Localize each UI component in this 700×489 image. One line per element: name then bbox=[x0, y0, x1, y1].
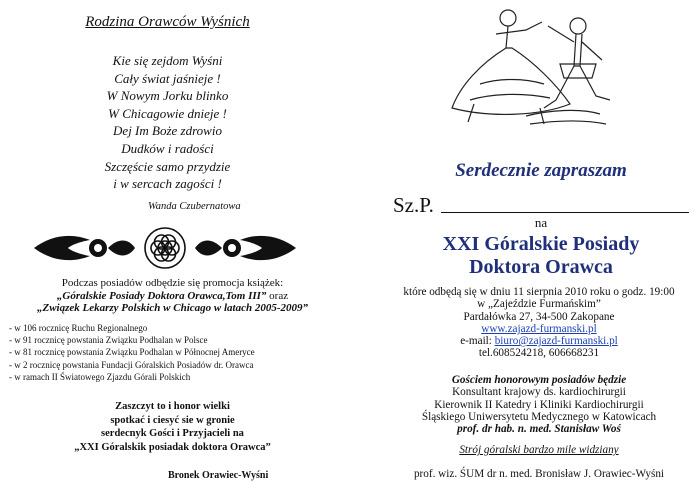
poem-line: Cały świat jaśnieje ! bbox=[114, 70, 221, 86]
poem-line: W Nowym Jorku blinko bbox=[106, 88, 229, 104]
dress-code: Strój góralski bardzo mile widziany bbox=[459, 444, 619, 456]
email-label: e-mail: bbox=[460, 335, 495, 348]
promo-books-line bbox=[0, 290, 345, 303]
guest-heading: Gościem honorowym posiadów będzie bbox=[451, 374, 627, 386]
guest-role: Konsultant krajowy ds. kardiochirurgii bbox=[452, 386, 626, 399]
poem bbox=[0, 52, 335, 193]
email-link[interactable]: biuro@zajazd-furmanski.pl bbox=[494, 335, 618, 348]
closing-line: Zaszczyt to i honor wielki bbox=[115, 401, 230, 412]
poem-author: Wanda Czubernatowa bbox=[148, 201, 241, 212]
na-label: na bbox=[534, 215, 548, 230]
venue-quote: ” bbox=[595, 298, 601, 311]
promo-book-2: „Związek Lekarzy Polskich w Chicago w latach 2005-2009” bbox=[36, 302, 309, 314]
poem-line: Kie się zejdom Wyśni bbox=[112, 53, 223, 68]
anniversary-list bbox=[9, 322, 255, 383]
closing-line: spotkać i ciesyć sie w gronie bbox=[110, 414, 235, 426]
poem-line: Dudków i radości bbox=[121, 140, 214, 156]
recipient-name-field bbox=[441, 212, 689, 213]
list-item: - w 2 rocznicę powstania Fundacji Góralskich Posiadów dr. Orawca bbox=[9, 359, 254, 370]
venue-name: w „Zajeździe Furmańskim bbox=[477, 298, 596, 311]
organizer-name: prof. wiz. ŚUM dr n. med. Bronisław J. Orawiec-Wyśni bbox=[413, 468, 665, 480]
poem-line: i w sercach zagości ! bbox=[113, 176, 222, 192]
poem-line: W Chicagowie dnieje ! bbox=[108, 105, 227, 121]
event-title-line-2: Doktora Orawca bbox=[469, 256, 613, 278]
recipient-label: Sz.P. bbox=[393, 193, 434, 217]
event-details bbox=[378, 286, 700, 360]
poem-line: Szczęście samo przydzie bbox=[104, 158, 231, 174]
guest-of-honor bbox=[378, 374, 700, 435]
closing-line: serdecnyk Gości i Przyjacieli na bbox=[101, 428, 244, 439]
event-title-line-1: XXI Góralskie Posiady bbox=[442, 233, 640, 255]
guest-role: Kierownik II Katedry i Kliniki Kardiochirurgii bbox=[434, 398, 644, 411]
promo-and: oraz bbox=[266, 289, 289, 302]
list-item: - w 91 rocznicę powstania Związku Podhalan w Polsce bbox=[9, 335, 208, 346]
left-title: Rodzina Orawców Wyśnich bbox=[85, 14, 250, 30]
event-date: które odbędą się w dniu 11 sierpnia 2010 roku o godz. 19:00 bbox=[403, 286, 675, 298]
guest-role: Śląskiego Uniwersytetu Medycznego w Katowicach bbox=[421, 410, 657, 423]
event-address: Pardałówka 27, 34-500 Zakopane bbox=[463, 310, 615, 323]
guest-name: prof. dr hab. n. med. Stanisław Woś bbox=[457, 423, 621, 436]
event-venue bbox=[378, 298, 700, 310]
closing-line: „XXI Góralskik posiadak doktora Orawca” bbox=[74, 441, 271, 453]
signature: Bronek Orawiec-Wyśni bbox=[168, 470, 269, 481]
invite-heading: Serdecznie zapraszam bbox=[455, 160, 627, 181]
folk-ornament-icon bbox=[30, 226, 300, 270]
list-item: - w ramach II Światowego Zjazdu Górali Polskich bbox=[9, 371, 191, 382]
closing-verse bbox=[0, 400, 345, 454]
email-line bbox=[378, 335, 700, 347]
website-link[interactable]: www.zajazd-furmanski.pl bbox=[481, 322, 597, 335]
list-item: - w 81 rocznicę powstania Związku Podhalan w Północnej Ameryce bbox=[9, 347, 255, 358]
poem-line: Dej Im Boże zdrowio bbox=[113, 123, 222, 139]
promo-book-1: „Góralskie Posiady Doktora Orawca,Tom III” bbox=[56, 289, 267, 302]
list-item: - w 106 rocznicę Ruchu Regionalnego bbox=[9, 323, 148, 333]
promo-intro: Podczas posiadów odbędzie się promocja książek: bbox=[61, 277, 284, 289]
phone-line: tel.608524218, 606668231 bbox=[478, 347, 600, 360]
book-promotion bbox=[0, 277, 345, 315]
event-title bbox=[385, 233, 697, 279]
dancing-couple-illustration-icon bbox=[430, 4, 620, 134]
